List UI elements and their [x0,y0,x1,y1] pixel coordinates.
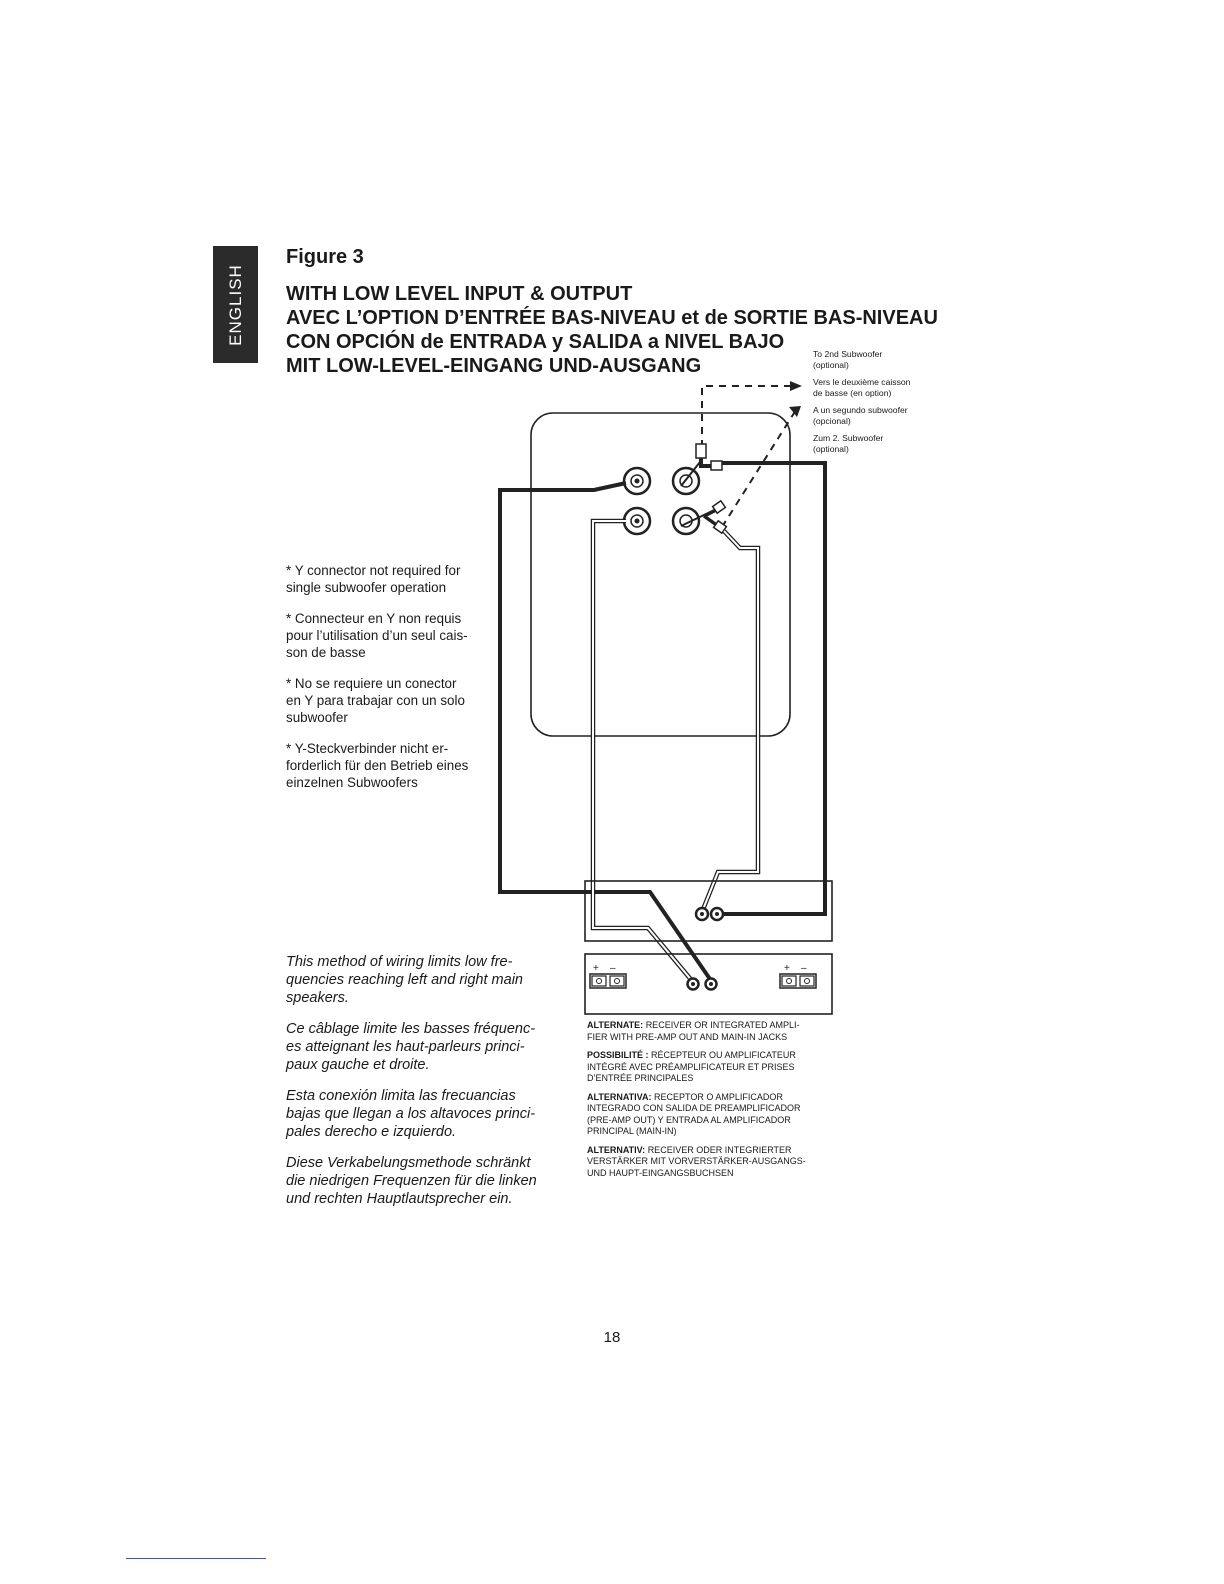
second-subwoofer-label-es: A un segundo subwoofer (opcional) [813,405,908,426]
y-connector-note-de: * Y-Steckverbinder nicht er- forderlich für den Betrieb eines einzelnen Subwoofers [286,741,469,790]
heading-spanish: CON OPCIÓN de ENTRADA y SALIDA a NIVEL BAJO [286,331,785,353]
cable-left-output [716,463,825,914]
panel-jack-out-left [673,462,700,494]
heading-german: MIT LOW-LEVEL-EINGANG UND-AUSGANG [286,355,702,377]
speaker-terminal-left [590,963,626,988]
alternate-note-en: ALTERNATE: RECEIVER OR INTEGRATED AMPLI- FIER WITH PRE-AMP OUT AND MAIN-IN JACKS [587,1020,800,1042]
second-subwoofer-label-en: To 2nd Subwoofer (optional) [813,349,883,370]
method-note-fr: Ce câblage limite les basses fréquenc- es atteignant les haut-parleurs princi- paux gauche et droite. [286,1021,536,1073]
terminal-minus-label: – [801,963,807,974]
main-in-jack-left [688,979,699,990]
panel-jack-in-left [624,468,650,494]
cable-right-output [702,531,758,912]
main-in-jack-right [706,979,717,990]
panel-jack-in-right [624,508,650,534]
second-subwoofer-line-bottom [722,410,796,527]
method-note-de: Diese Verkabelungsmethode schränkt die niedrigen Frequenzen für die linken und rechten Hauptlautsprecher ein. [286,1155,537,1207]
second-subwoofer-label-fr: Vers le deuxième caisson de basse (en option) [813,377,911,398]
alternate-note-de: ALTERNATIV: RECEIVER ODER INTEGRIERTER VERSTÄRKER MIT VORVERSTÄRKER-AUSGANGS- UND HAUPT-EINGANGSBUCHSEN [587,1144,806,1178]
y-connector-icon [696,444,722,470]
figure-label: Figure 3 [286,246,364,268]
second-subwoofer-line-top [702,386,790,447]
terminal-minus-label: – [610,963,616,974]
terminal-plus-label: + [784,963,790,974]
arrow-icon [790,381,802,391]
y-connector-note-en: * Y connector not required for single subwoofer operation [286,563,461,595]
method-note-es: Esta conexión limita las frecuancias bajas que llegan a los altavoces princi- pales derecho e izquierdo. [286,1088,536,1140]
cable-right-input [593,521,693,982]
footer-rule [126,1558,266,1559]
y-connector-note-es: * No se requiere un conector en Y para trabajar con un solo subwoofer [286,676,465,725]
panel-jack-out-right [673,508,706,534]
second-subwoofer-label-de: Zum 2. Subwoofer (optional) [813,433,884,454]
cable-to-main-in-right [585,892,712,982]
arrow-icon [789,406,801,417]
y-connector-note-fr: * Connecteur en Y non requis pour l’utilisation d’un seul cais- son de basse [286,611,468,660]
heading-french: AVEC L’OPTION D’ENTRÉE BAS-NIVEAU et de SORTIE BAS-NIVEAU [286,307,938,329]
method-note-en: This method of wiring limits low fre- quencies reaching left and right main speakers. [286,954,523,1006]
alternate-note-fr: POSSIBILITÉ : RÉCEPTEUR OU AMPLIFICATEUR INTÉGRÉ AVEC PRÉAMPLIFICATEUR ET PRISES D’ENTRÉE PRINCIPALES [587,1050,796,1083]
alternate-note-es: ALTERNATIVA: RECEPTOR O AMPLIFICADOR INTEGRADO CON SALIDA DE PREAMPLIFICADOR (PRE-AMP OUT) Y ENTRADA AL AMPLIFICADOR PRINCIPAL (MAIN-IN) [587,1091,801,1136]
cable-left-input [500,483,626,892]
terminal-plus-label: + [593,963,599,974]
preamp-out-jack-left [696,908,708,920]
heading-english: WITH LOW LEVEL INPUT & OUTPUT [286,283,633,305]
speaker-terminal-right [780,963,816,988]
preamp-out-jack-right [711,908,723,920]
language-tab-label: ENGLISH [225,263,245,346]
y-connector-icon [704,501,726,533]
page-number: 18 [603,1329,621,1346]
